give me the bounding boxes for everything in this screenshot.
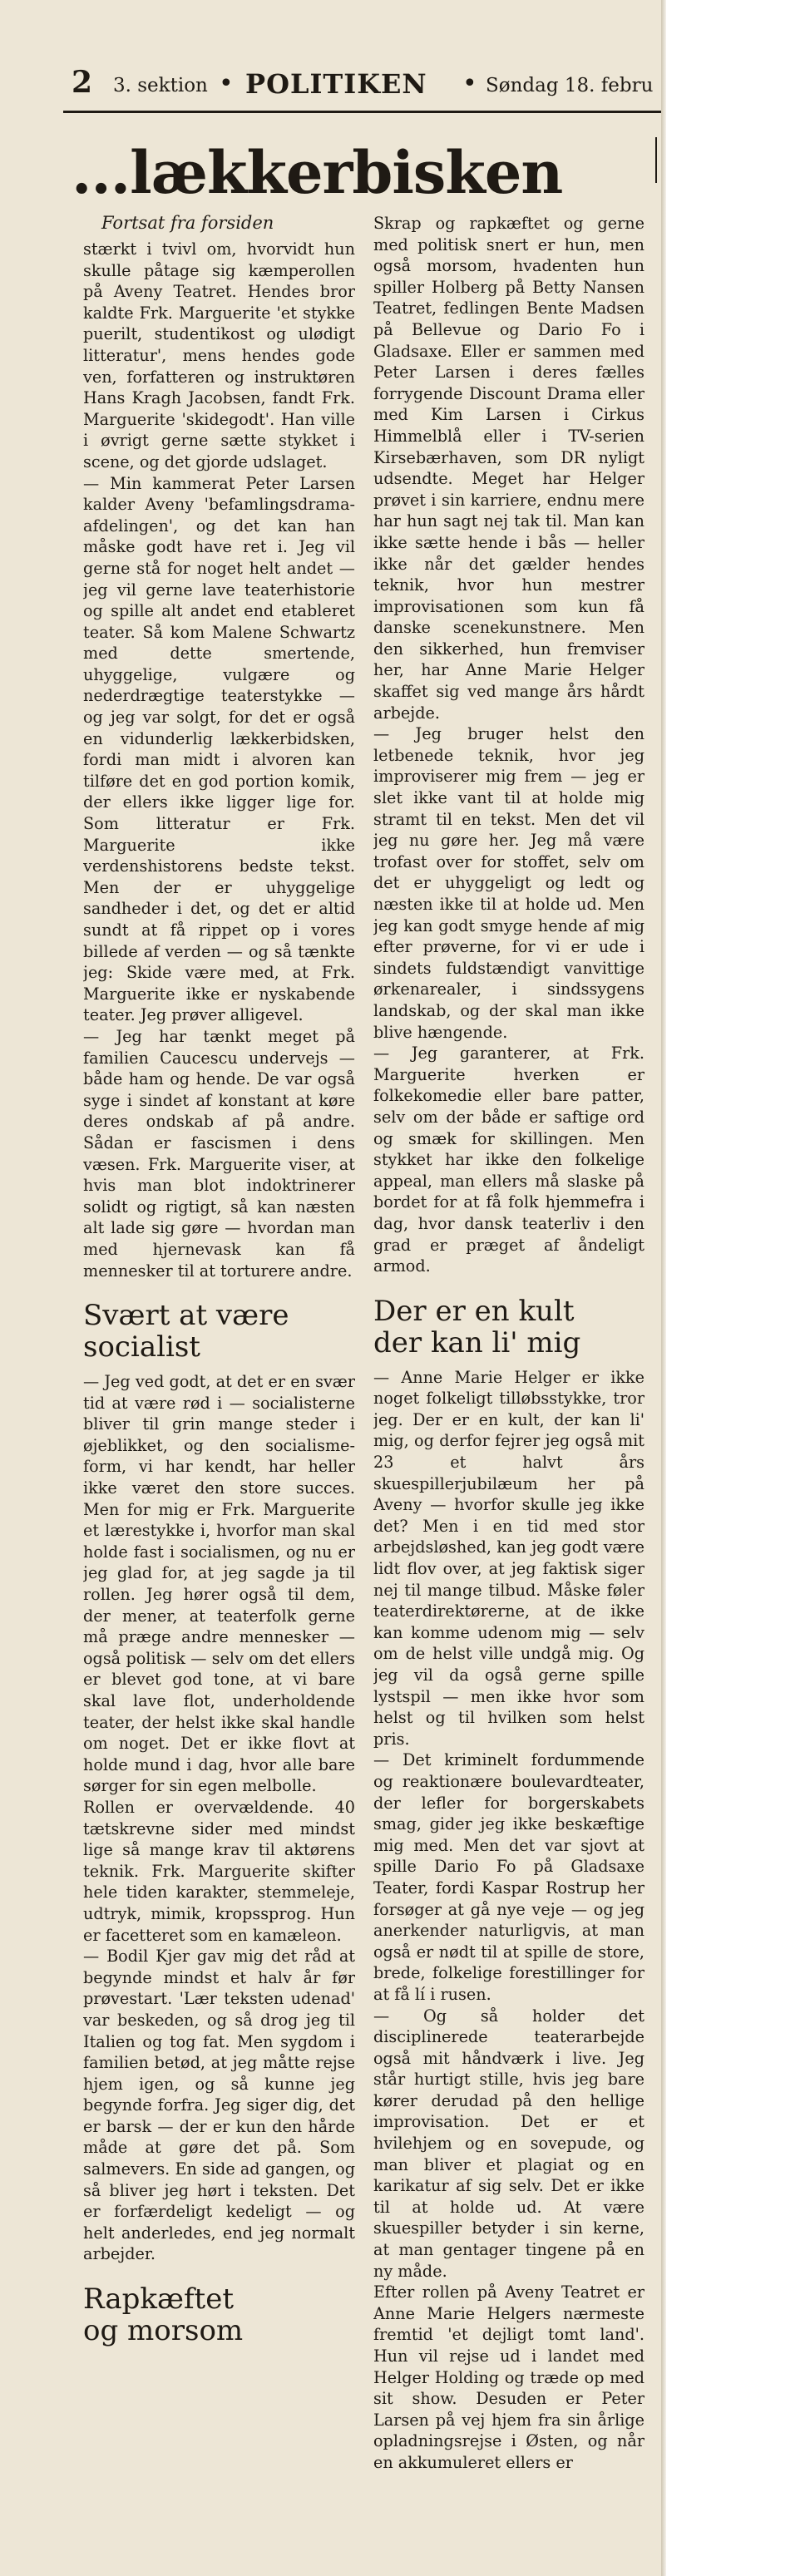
paragraph: Skrap og rapkæftet og gerne med politisk snert er hun, men også morsom, hvadenten hun spiller Holberg på Betty Nansen Teatret, fedlingen Bente Madsen på Bellevue og Dario Fo i Gladsaxe. Eller er sammen med Peter Larsen i deres fælles forrygende Discount Drama eller med Kim Larsen i Cirkus Himmelblå eller i TV-serien Kirsebærhaven, som DR nyligt udsendte. Meget har Helger prøvet i sin karriere, endnu mere har hun sagt nej tak til. Man kan ikke sætte hende i bås — heller ikke når det gælder hendes teknik, hvor hun mestrer improvisationen som kun få danske scenekunstnere. Men den sikkerhed, hun fremviser her, har Anne Marie Helger skaffet sig ved mange års hårdt arbejde. (373, 214, 644, 723)
column-edge-rule (655, 137, 657, 183)
bullet-separator: • (219, 69, 234, 98)
paragraph: — Min kammerat Peter Larsen kalder Aveny 'befamlingsdrama-afdelingen', og det kan han måske godt have ret i. Jeg vil gerne stå for noget helt andet — jeg vil gerne lave teaterhistorie og spille alt andet end etableret teater. Så kom Malene Schwartz med dette smertende, uhyggelige, vulgære og nederdrægtige teaterstykke — og jeg var solgt, for det er også en vidunderlig lækkerbidsken, fordi man midt i alvoren kan tilføre det en god portion komik, der ellers ikke ligger lige for. Som litteratur er Frk. Marguerite ikke verdenshistorens bedste tekst. Men der er uhyggelige sandheder i det, og det er altid sundt at få rippet op i vores billede af verden — og så tænkte jeg: Skide være med, at Frk. Marguerite ikke er nyskabende teater. Jeg prøver alligevel. (83, 473, 355, 1025)
subheading-line: Der er en kult (373, 1294, 575, 1328)
subheading (83, 2283, 355, 2347)
section-label: 3. sektion (113, 75, 208, 96)
subheading-line: der kan li' mig (373, 1325, 581, 1360)
paragraph: — Anne Marie Helger er ikke noget folkeligt tilløbsstykke, tror jeg. Der er en kult, der kan li' mig, og derfor fejrer jeg også mit 23 et halvt års skuespillerjubilæum her på Aveny — hvorfor skulle jeg ikke det? Men i en tid med stor arbejdsløshed, kan jeg godt være lidt flov over, at jeg faktisk siger nej til mange tilbud. Måske føler teaterdirektørerne, at de ikke kan komme udenom mig — selv om de helst ville undgå mig. Og jeg vil da også gerne spille lystspil — men ikke hvor som helst og til hvilken som helst pris. (373, 1367, 644, 1749)
article-column-left (83, 239, 355, 2576)
paragraph: stærkt i tvivl om, hvorvidt hun skulle påtage sig kæmperollen på Aveny Teatret. Hendes bror kaldte Frk. Marguerite 'et stykke puerilt, studentikost og ulødigt litteratur', mens hendes gode ven, forfatteren og instruktøren Hans Kragh Jacobsen, fandt Frk. Marguerite 'skidegodt'. Han ville i øvrigt gerne sætte stykket i scene, og det gjorde udslaget. (83, 239, 355, 471)
paragraph: — Jeg garanterer, at Frk. Marguerite hverken er folkekomedie eller bare patter, selv om der både er saftige ord og smæk for skillingen. Men stykket har ikke den folkelige appeal, man ellers må slaske på bordet for at få folk hjemmefra i dag, hvor dansk teaterliv i den grad er præget af åndeligt armod. (373, 1044, 644, 1276)
page-number: 2 (72, 65, 93, 100)
paragraph: — Jeg ved godt, at det er en svær tid at være rød i — socialisterne bliver til grin mange steder i øjeblikket, og den socialisme-form, vi har kendt, har heller ikke været den store succes. Men for mig er Frk. Marguerite et lærestykke i, hvorfor man skal holde fast i socialismen, og nu er jeg glad for, at jeg sagde ja til rollen. Jeg hører også til dem, der mener, at teaterfolk gerne må præge andre mennesker — også politisk — selv om det ellers er blevet god tone, at vi bare skal lave flot, underholdende teater, der helst ikke skal handle om noget. Det er ikke flovt at holde mund i dag, hvor alle bare sørger for sin egen melbolle. (83, 1372, 355, 1796)
newspaper-name: POLITIKEN (245, 68, 427, 100)
article-headline: ...lækkerbisken (72, 138, 563, 207)
subheading-line: Rapkæftet (83, 2282, 235, 2317)
paragraph: — Og så holder det disciplinerede teaterarbejde også mit håndværk i live. Jeg står hurtigt stille, hvis jeg bare kører derudad på den hellige improvisation. Det er et hvilehjem og en sovepude, og man bliver et plagiat og en karikatur af sig selv. Det er ikke til at holde ud. At være skuespiller betyder i sin kerne, at man gentager tingene på en ny måde. (373, 2006, 644, 2281)
continued-note: Fortsat fra forsiden (101, 213, 274, 233)
subheading-line: socialist (83, 1330, 200, 1364)
page-header (0, 57, 661, 116)
bullet-separator: • (462, 69, 477, 98)
paragraph: — Bodil Kjer gav mig det råd at begynde mindst et halv år før prøvestart. 'Lær teksten udenad' var beskeden, og så drog jeg til Italien og tog fat. Men sygdom i familien betød, at jeg måtte rejse hjem igen, og så kunne jeg begynde forfra. Jeg siger dig, det er barsk — der er kun den hårde måde at gøre det på. Som salmevers. En side ad gangen, og så bliver jeg hørt i teksten. Det er forfærdeligt kedeligt — og helt anderledes, end jeg normalt arbejder. (83, 1947, 355, 2264)
paragraph: Rollen er overvældende. 40 tætskrevne sider med mindst lige så mange krav til aktørens teknik. Frk. Marguerite skifter hele tiden karakter, stemmeleje, udtryk, mimik, kropssprog. Hun er facetteret som en kamæleon. (83, 1797, 355, 1945)
subheading-line: Svært at være (83, 1299, 289, 1333)
paragraph: — Jeg har tænkt meget på familien Caucescu undervejs — både ham og hende. De var også syge i sindet af konstant at køre deres ondskab af på andre. Sådan er fascismen i dens væsen. Frk. Marguerite viser, at hvis man blot indoktrinerer solidt og rigtigt, så kan næsten alt lade sig gøre — hvordan man med hjernevask kan få mennesker til at torturere andre. (83, 1026, 355, 1281)
clipping-edge (661, 0, 666, 2576)
header-rule (63, 111, 661, 113)
paragraph: Efter rollen på Aveny Teatret er Anne Marie Helgers nærmeste fremtid 'et dejligt tomt land'. Hun vil rejse ud i landet med Helger Holding og træde op med sit show. Desuden er Peter Larsen på vej hjem fra sin årlige opladningsrejse i Østen, og når en akkumuleret ellers er (373, 2282, 644, 2472)
subheading-line: og morsom (83, 2314, 244, 2348)
paragraph: — Det kriminelt fordummende og reaktionære boulevardteater, der lefler for borgerskabets smag, gider jeg ikke beskæftige mig med. Men det var sjovt at spille Dario Fo på Gladsaxe Teater, fordi Kaspar Rostrup her forsøger at gå nye veje — og jeg anerkender naturligvis, at man også er nødt til at spille de store, brede, folkelige forestillinger for at få lí i rusen. (373, 1750, 644, 2004)
paragraph: — Jeg bruger helst den letbenede teknik, hvor jeg improviserer mig frem — jeg er slet ikke vant til at holde mig stramt til en tekst. Men det vil jeg nu gøre her. Jeg må være trofast over for stoffet, selv om det er uhyggeligt og ledt og næsten ikke til at holde ud. Men jeg kan godt smyge hende af mig efter prøverne, for vi er ude i sindets fuldstændigt vanvittige ørkenarealer, i sindssygens landskab, og der skal man ikke blive hængende. (373, 724, 644, 1042)
article-column-right (373, 213, 644, 2576)
subheading (373, 1295, 644, 1359)
subheading (83, 1300, 355, 1363)
issue-date: Søndag 18. febru (486, 75, 654, 96)
